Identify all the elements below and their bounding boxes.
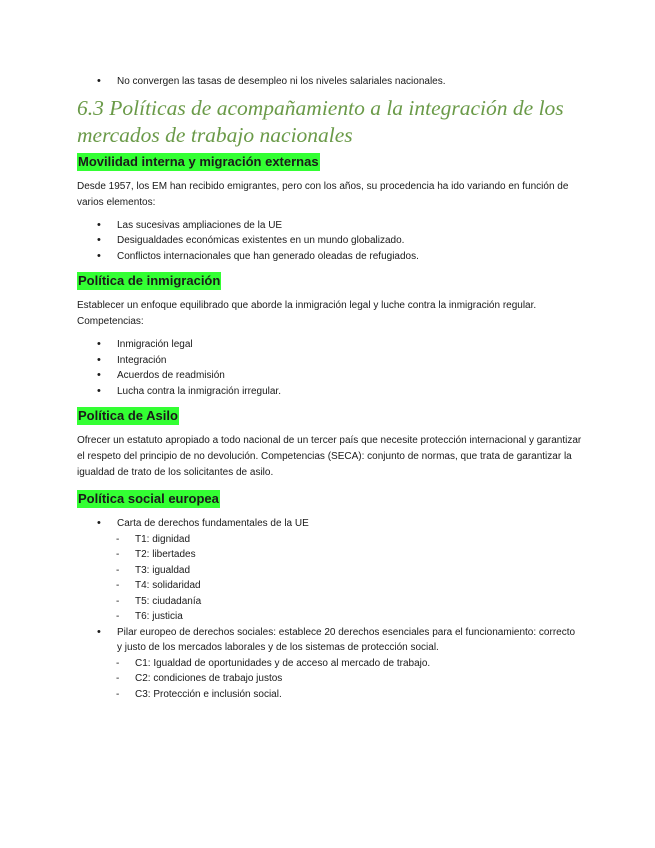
paragraph-movilidad: Desde 1957, los EM han recibido emigrantes, pero con los años, su procedencia ha ido variando en función de varios elementos: [77,180,569,208]
list-carta-items [77,532,582,625]
sub-list-item: - C3: Protección e inclusión social. [77,687,582,703]
list-item: • Las sucesivas ampliaciones de la UE [77,218,582,234]
sub-list-item: - C2: condiciones de trabajo justos [77,671,582,687]
list-item: • Integración [77,353,582,369]
sub-list-item: - T5: ciudadanía [77,594,582,610]
heading-social: Política social europea [78,491,219,506]
list-pilar-items [77,656,582,703]
list-pilar [77,625,582,656]
list-item: • Inmigración legal [77,337,582,353]
document-content [77,74,582,702]
list-social [77,516,582,532]
sub-list-item: - T3: igualdad [77,563,582,579]
sub-list-item: - C1: Igualdad de oportunidades y de acceso al mercado de trabajo. [77,656,582,672]
paragraph-asilo: Ofrecer un estatuto apropiado a todo nacional de un tercer país que necesite protección internacional y garantizar el respeto del principio de no devolución. Competencias (SECA): conjunto de normas, que trata de garantizar la igualdad de trato de los solicitantes de asilo. [77,435,582,478]
list-item: • Desigualdades económicas existentes en un mundo globalizado. [77,233,582,249]
list-item: • No convergen las tasas de desempleo ni los niveles salariales nacionales. [77,74,582,90]
list-item: • Carta de derechos fundamentales de la UE [77,516,582,532]
heading-asilo: Política de Asilo [78,408,178,423]
sub-list-item: - T1: dignidad [77,532,582,548]
intro-list [77,74,582,90]
list-item: • Lucha contra la inmigración irregular. [77,384,582,400]
section-title: 6.3 Políticas de acompañamiento a la integración de los mercados de trabajo nacionales [77,95,564,147]
paragraph-inmigracion: Establecer un enfoque equilibrado que aborde la inmigración legal y luche contra la inmigración regular. Competencias: [77,300,537,327]
list-movilidad [77,218,582,265]
sub-list-item: - T2: libertades [77,547,582,563]
sub-list-item: - T6: justicia [77,609,582,625]
sub-list-item: - T4: solidaridad [77,578,582,594]
list-item: • Pilar europeo de derechos sociales: establece 20 derechos esenciales para el funcionamiento: correcto y justo de los mercados laborales y de los sistemas de protección social. [77,625,582,656]
list-inmigracion [77,337,582,399]
heading-movilidad: Movilidad interna y migración externas [78,153,319,169]
list-item: • Conflictos internacionales que han generado oleadas de refugiados. [77,249,582,265]
list-item: • Acuerdos de readmisión [77,368,582,384]
heading-inmigracion: Política de inmigración [78,273,221,288]
